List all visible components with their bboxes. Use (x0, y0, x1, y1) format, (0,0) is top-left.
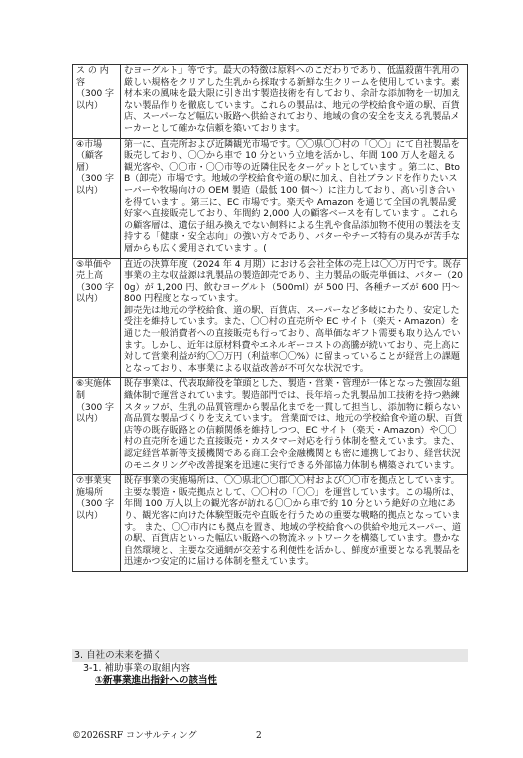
table-body (73, 65, 468, 572)
section-heading: 3. 自社の未来を描く (72, 649, 468, 662)
row-body: 既存事業は、代表取締役を筆頭とした、製造・営業・管理が一体となった強固な組織体制で運営されています。製造部門では、長年培った乳製品加工技術を持つ熟練スタッフが、生乳の品質管理から製品化までを一貫して担当し、添加物に頼らない高品質な製品づくりを支えています。 営業面では、地元の学校給食や道の駅、百貨店等の既存販路との信頼関係を維持しつつ、EC サイト（楽天・Amazon）や〇〇村の直売所を通じた直接販売・カスタマー対応を行う体制を整えています。また、認定経営革新等支援機関である商工会や金融機関とも密に連携しており、経営状況のモニタリングや改善提案を迅速に実行できる外部協力体制も構築されています。 (121, 378, 468, 475)
page-number: 2 (256, 731, 262, 741)
row-body: 直近の決算年度（2024 年 4 月期）における会社全体の売上は〇〇万円です。既存事業の主な収益源は乳製品の製造卸売であり、主力製品の販売単価は、バター（200g）が 1,200 円、飲むヨーグルト（500ml）が 500 円、各種チーズが 600 円〜800 円程度となっています。 卸売先は地元の学校給食、道の駅、百貨店、スーパーなど多岐にわたり、安定した受注を維持しています。また、〇〇村の直売所や EC サイト（楽天・Amazon）を通じた一般消費者への直接販売も行っており、高単価なギフト需要も取り込んでいます。しかし、近年は原材料費やエネルギーコストの高騰が続いており、売上高に対して営業利益が約〇〇万円（利益率〇〇%）に留まっていることが経営上の課題となっており、本事業による収益改善が不可欠な状況です。 (121, 258, 468, 378)
table-row (73, 475, 468, 572)
table-row (73, 138, 468, 258)
row-body: 第一に、直売所および近隣観光市場です。〇〇県〇〇村の「〇〇」にて自社製品を販売しており、〇〇から車で 10 分という立地を活かし、年間 100 万人を超える観光客や、〇〇市・〇〇市等の近隣住民をターゲットとしています 。第二に、BtoB（卸売）市場です。地域の学校給食や道の駅に加え、自社ブランドを作りたいスーパーや牧場向けの OEM 製造（最低 100 個〜）に注力しており、高い引き合いを得ています 。第三に、EC 市場です。楽天や Amazon を通じて全国の乳製品愛好家へ直接販売しており、年間約 2,000 人の顧客ベースを有しています 。これらの顧客層は、遺伝子組み換えでない飼料による生乳や食品添加物不使用の製法を支持する「健康・安全志向」の強い方々であり、バターやチーズ特有の臭みが苦手な層からも広く愛用されています 。( (121, 138, 468, 258)
row-label: ⑦事業実施場所 （300 字以内） (73, 475, 121, 572)
row-label: ⑥実施体制 （300 字以内） (73, 378, 121, 475)
footer-copyright: ©2026SRF コンサルティング (72, 731, 197, 741)
table-row (73, 65, 468, 139)
row-label: ⑤単価や売上高 （300 字以内） (73, 258, 121, 378)
sub-sub-heading: ①新事業進出指針への該当性 (95, 675, 218, 686)
row-label: ス の 内 容 （300 字以内） (73, 65, 121, 139)
row-label: ④市場（顧客層） （300 字以内） (73, 138, 121, 258)
table-row (73, 378, 468, 475)
table-row (73, 258, 468, 378)
business-overview-table (72, 64, 468, 572)
row-body: むヨーグルト」等です。最大の特徴は原料へのこだわりであり、低温殺菌牛乳用の厳しい規格をクリアした生乳から採取する新鮮な生クリームを使用しています。素材本来の風味を最大限に引き出す製造技術を有しており、余計な添加物を一切加えない製品作りを徹底しています。これらの製品は、地元の学校給食や道の駅、百貨店、スーパーなど幅広い販路へ供給されており、地域の食の安全を支える乳製品メーカーとして確かな信頼を築いております。 (121, 65, 468, 139)
sub-heading: 3-1. 補助事業の取組内容 (83, 663, 191, 674)
row-body: 既存事業の実施場所は、〇〇県北〇〇郡〇〇村および〇〇市を拠点としています。 主要な製造・販売拠点として、〇〇村の「〇〇」を運営しています。この場所は、年間 100 万人以上の観光客が訪れる〇〇から車で約 10 分という絶好の立地にあり、観光客に向けた体験型販売や直販を行うための重要な戦略的拠点となっています。 また、〇〇市内にも拠点を置き、地域の学校給食への供給や地元スーパー、道の駅、百貨店といった幅広い販路への物流ネットワークを構築しています。豊かな自然環境と、主要な交通網が交差する利便性を活かし、鮮度が重要となる乳製品を迅速かつ安定的に届ける体制を整えています。 (121, 475, 468, 572)
